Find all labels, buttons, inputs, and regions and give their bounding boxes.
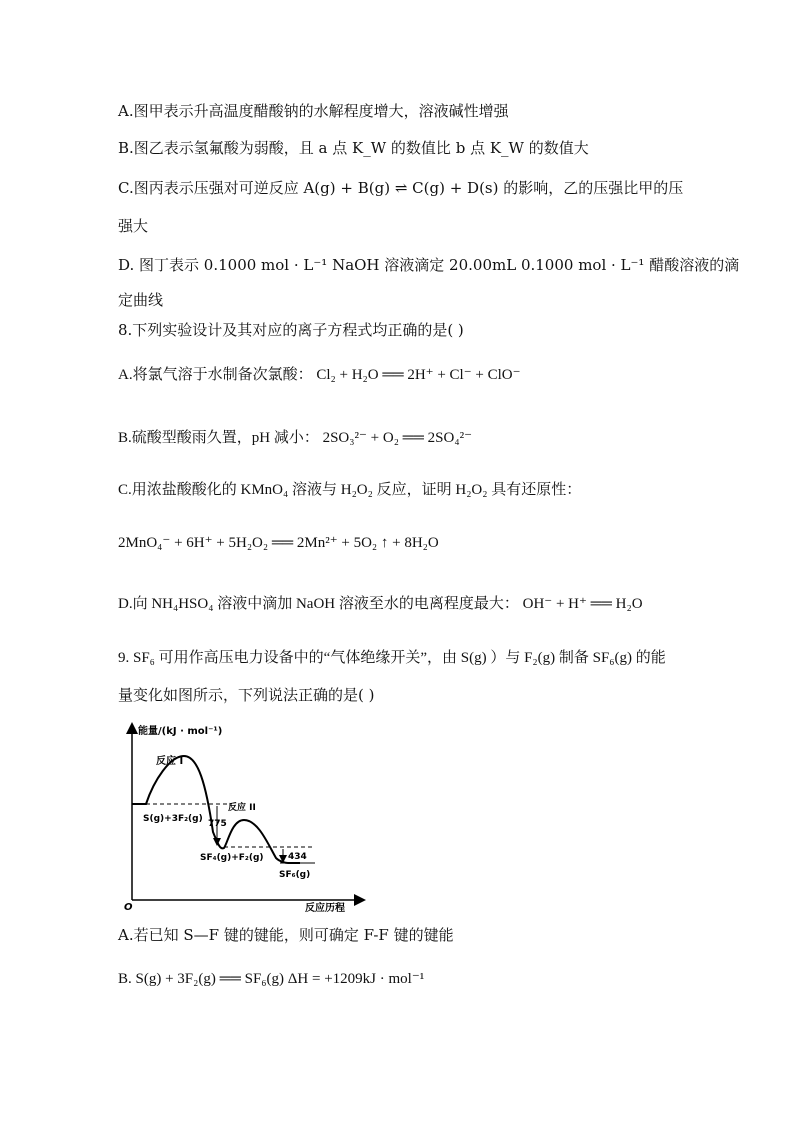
option-a-text: A.图甲表示升高温度醋酸钠的水解程度增大，溶液碱性增强: [118, 102, 509, 120]
q8-option-b: B.硫酸型酸雨久置，pH 减小： 2SO₃²⁻ + O₂ ══ 2SO₄²⁻: [118, 430, 473, 446]
q8-option-c-equation: 2MnO₄⁻ + 6H⁺ + 5H₂O₂ ══ 2Mn²⁺ + 5O₂ ↑ + 8H₂O: [118, 535, 439, 551]
question-9-stem: 9. SF₆ 可用作高压电力设备中的“气体绝缘开关”，由 S(g) ）与 F₂(g) 制备 SF₆(g) 的能: [118, 650, 666, 666]
reaction-2-label: 反应 II: [228, 803, 256, 813]
energy-diagram: [110, 720, 370, 915]
option-b-text: B.图乙表示氢氟酸为弱酸，且 a 点 K_W 的数值比 b 点 K_W 的数值大: [118, 139, 589, 157]
q8-option-d: D.向 NH₄HSO₄ 溶液中滴加 NaOH 溶液至水的电离程度最大： OH⁻ + H⁺ ══ H₂O: [118, 596, 643, 612]
q9-option-a: A.若已知 S—F 键的键能，则可确定 F-F 键的键能: [118, 926, 454, 944]
end-label: SF₆(g): [279, 870, 311, 880]
q9-option-b: B. S(g) + 3F₂(g) ══ SF₆(g) ΔH = +1209kJ · mol⁻¹: [118, 971, 425, 987]
question-8-stem: 8.下列实验设计及其对应的离子方程式均正确的是( ): [118, 321, 464, 339]
reaction-1-label: 反应 I: [156, 756, 184, 767]
option-c-text-cont: 强大: [118, 217, 149, 235]
q8-option-a: A.将氯气溶于水制备次氯酸： Cl₂ + H₂O ══ 2H⁺ + Cl⁻ + ClO⁻: [118, 367, 521, 383]
option-d-text-cont: 定曲线: [118, 291, 164, 309]
value-434-label: 434: [288, 852, 307, 862]
option-d-text: D. 图丁表示 0.1000 mol · L⁻¹ NaOH 溶液滴定 20.00mL 0.1000 mol · L⁻¹ 醋酸溶液的滴: [118, 256, 740, 274]
y-axis-label: 能量/(kJ · mol⁻¹): [138, 726, 223, 737]
question-9-stem-cont: 量变化如图所示，下列说法正确的是( ): [118, 686, 375, 704]
value-775-label: 775: [208, 819, 227, 829]
x-axis-label: 反应历程: [305, 903, 345, 914]
origin-label: O: [124, 902, 133, 913]
start-label: S(g)+3F₂(g): [143, 814, 203, 824]
q8-option-c: C.用浓盐酸酸化的 KMnO₄ 溶液与 H₂O₂ 反应，证明 H₂O₂ 具有还原性：: [118, 482, 582, 498]
option-c-text: C.图丙表示压强对可逆反应 A(g) + B(g) ⇌ C(g) + D(s) 的影响，乙的压强比甲的压: [118, 179, 684, 197]
mid-label: SF₄(g)+F₂(g): [200, 853, 264, 863]
